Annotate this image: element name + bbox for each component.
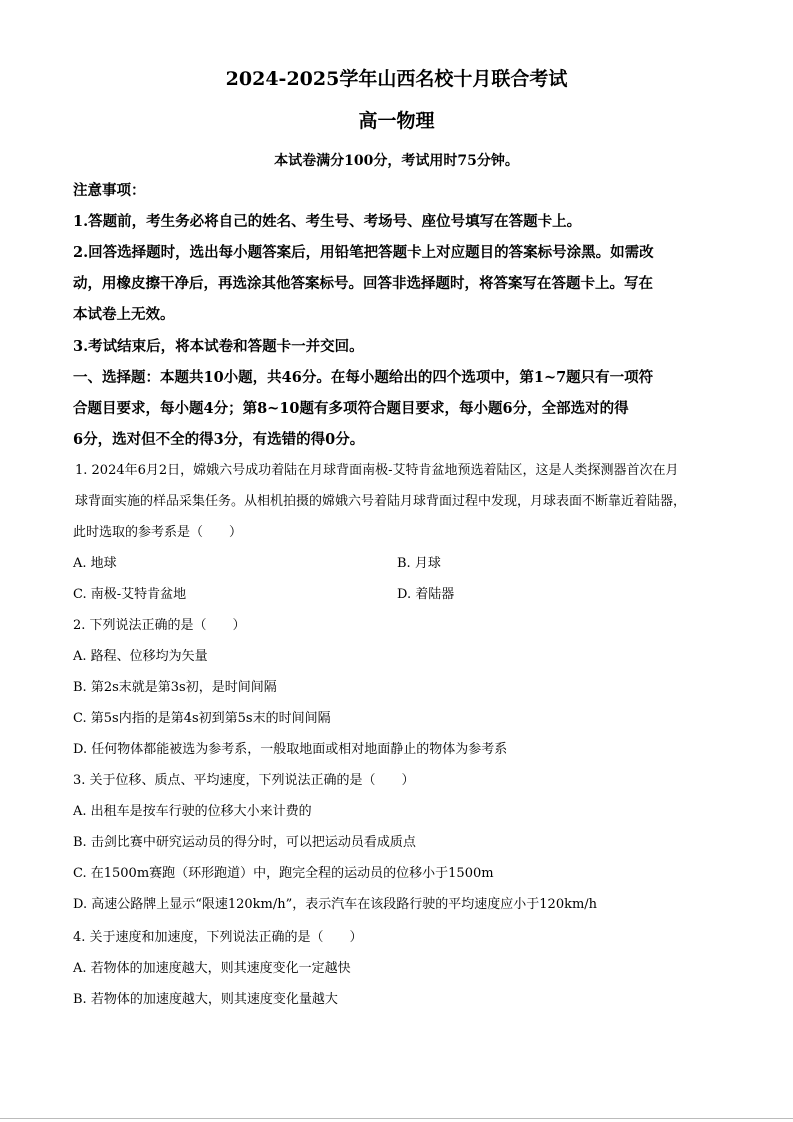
section1-line-3: 6分，选对但不全的得3分，有选错的得0分。 [73,431,365,448]
notice-item-2-line-3: 本试卷上无效。 [73,306,175,323]
q4-stem: 4. 关于速度和加速度，下列说法正确的是（ ） [73,930,363,945]
q3-option-a: A. 出租车是按车行驶的位移大小来计费的 [73,804,312,819]
q1-option-c: C. 南极-艾特肯盆地 [73,587,187,602]
q1-stem-line-1: 1. 2024年6月2日，嫦娥六号成功着陆在月球背面南极-艾特肯盆地预选着陆区，这是人类探测器首次在月 [75,463,679,478]
q4-option-a: A. 若物体的加速度越大，则其速度变化一定越快 [73,961,351,976]
notice-item-3: 3.考试结束后，将本试卷和答题卡一并交回。 [73,338,364,355]
exam-info: 本试卷满分100分，考试用时75分钟。 [274,153,519,169]
notice-item-2-line-2: 动，用橡皮擦干净后，再选涂其他答案标号。回答非选择题时，将答案写在答题卡上。写在 [73,275,653,292]
q1-stem-line-2: 球背面实施的样品采集任务。从相机拍摄的嫦娥六号着陆月球背面过程中发现，月球表面不断靠近着陆器， [75,494,687,509]
page-bottom-divider [0,1118,793,1119]
subject-title: 高一物理 [358,110,435,132]
q2-stem: 2. 下列说法正确的是（ ） [73,618,246,633]
q3-option-c: C. 在1500m赛跑（环形跑道）中，跑完全程的运动员的位移小于1500m [73,866,494,881]
notice-heading: 注意事项： [73,182,146,199]
q4-option-b: B. 若物体的加速度越大，则其速度变化量越大 [73,992,338,1007]
q3-option-d: D. 高速公路牌上显示“限速120km/h”，表示汽车在该段路行驶的平均速度应小于120km/h [73,897,598,912]
q1-option-a: A. 地球 [73,556,117,571]
notice-item-2-line-1: 2.回答选择题时，选出每小题答案后，用铅笔把答题卡上对应题目的答案标号涂黑。如需改 [73,244,654,261]
q2-option-a: A. 路程、位移均为矢量 [73,649,208,664]
section1-line-2: 合题目要求，每小题4分；第8~10题有多项符合题目要求，每小题6分，全部选对的得 [73,400,629,417]
q1-option-b: B. 月球 [397,556,441,571]
q2-option-d: D. 任何物体都能被选为参考系，一般取地面或相对地面静止的物体为参考系 [73,742,508,757]
q3-option-b: B. 击剑比赛中研究运动员的得分时，可以把运动员看成质点 [73,835,416,850]
q2-option-c: C. 第5s内指的是第4s初到第5s末的时间间隔 [73,711,331,726]
exam-title: 2024-2025学年山西名校十月联合考试 [225,68,568,90]
notice-item-1: 1.答题前，考生务必将自己的姓名、考生号、考场号、座位号填写在答题卡上。 [73,213,582,230]
q2-option-b: B. 第2s末就是第3s初，是时间间隔 [73,680,277,695]
q1-option-d: D. 着陆器 [397,587,455,602]
q1-stem-line-3: 此时选取的参考系是（ ） [73,525,243,540]
q3-stem: 3. 关于位移、质点、平均速度，下列说法正确的是（ ） [73,773,415,788]
section1-line-1: 一、选择题：本题共10小题，共46分。在每小题给出的四个选项中，第1~7题只有一项符 [73,369,654,386]
